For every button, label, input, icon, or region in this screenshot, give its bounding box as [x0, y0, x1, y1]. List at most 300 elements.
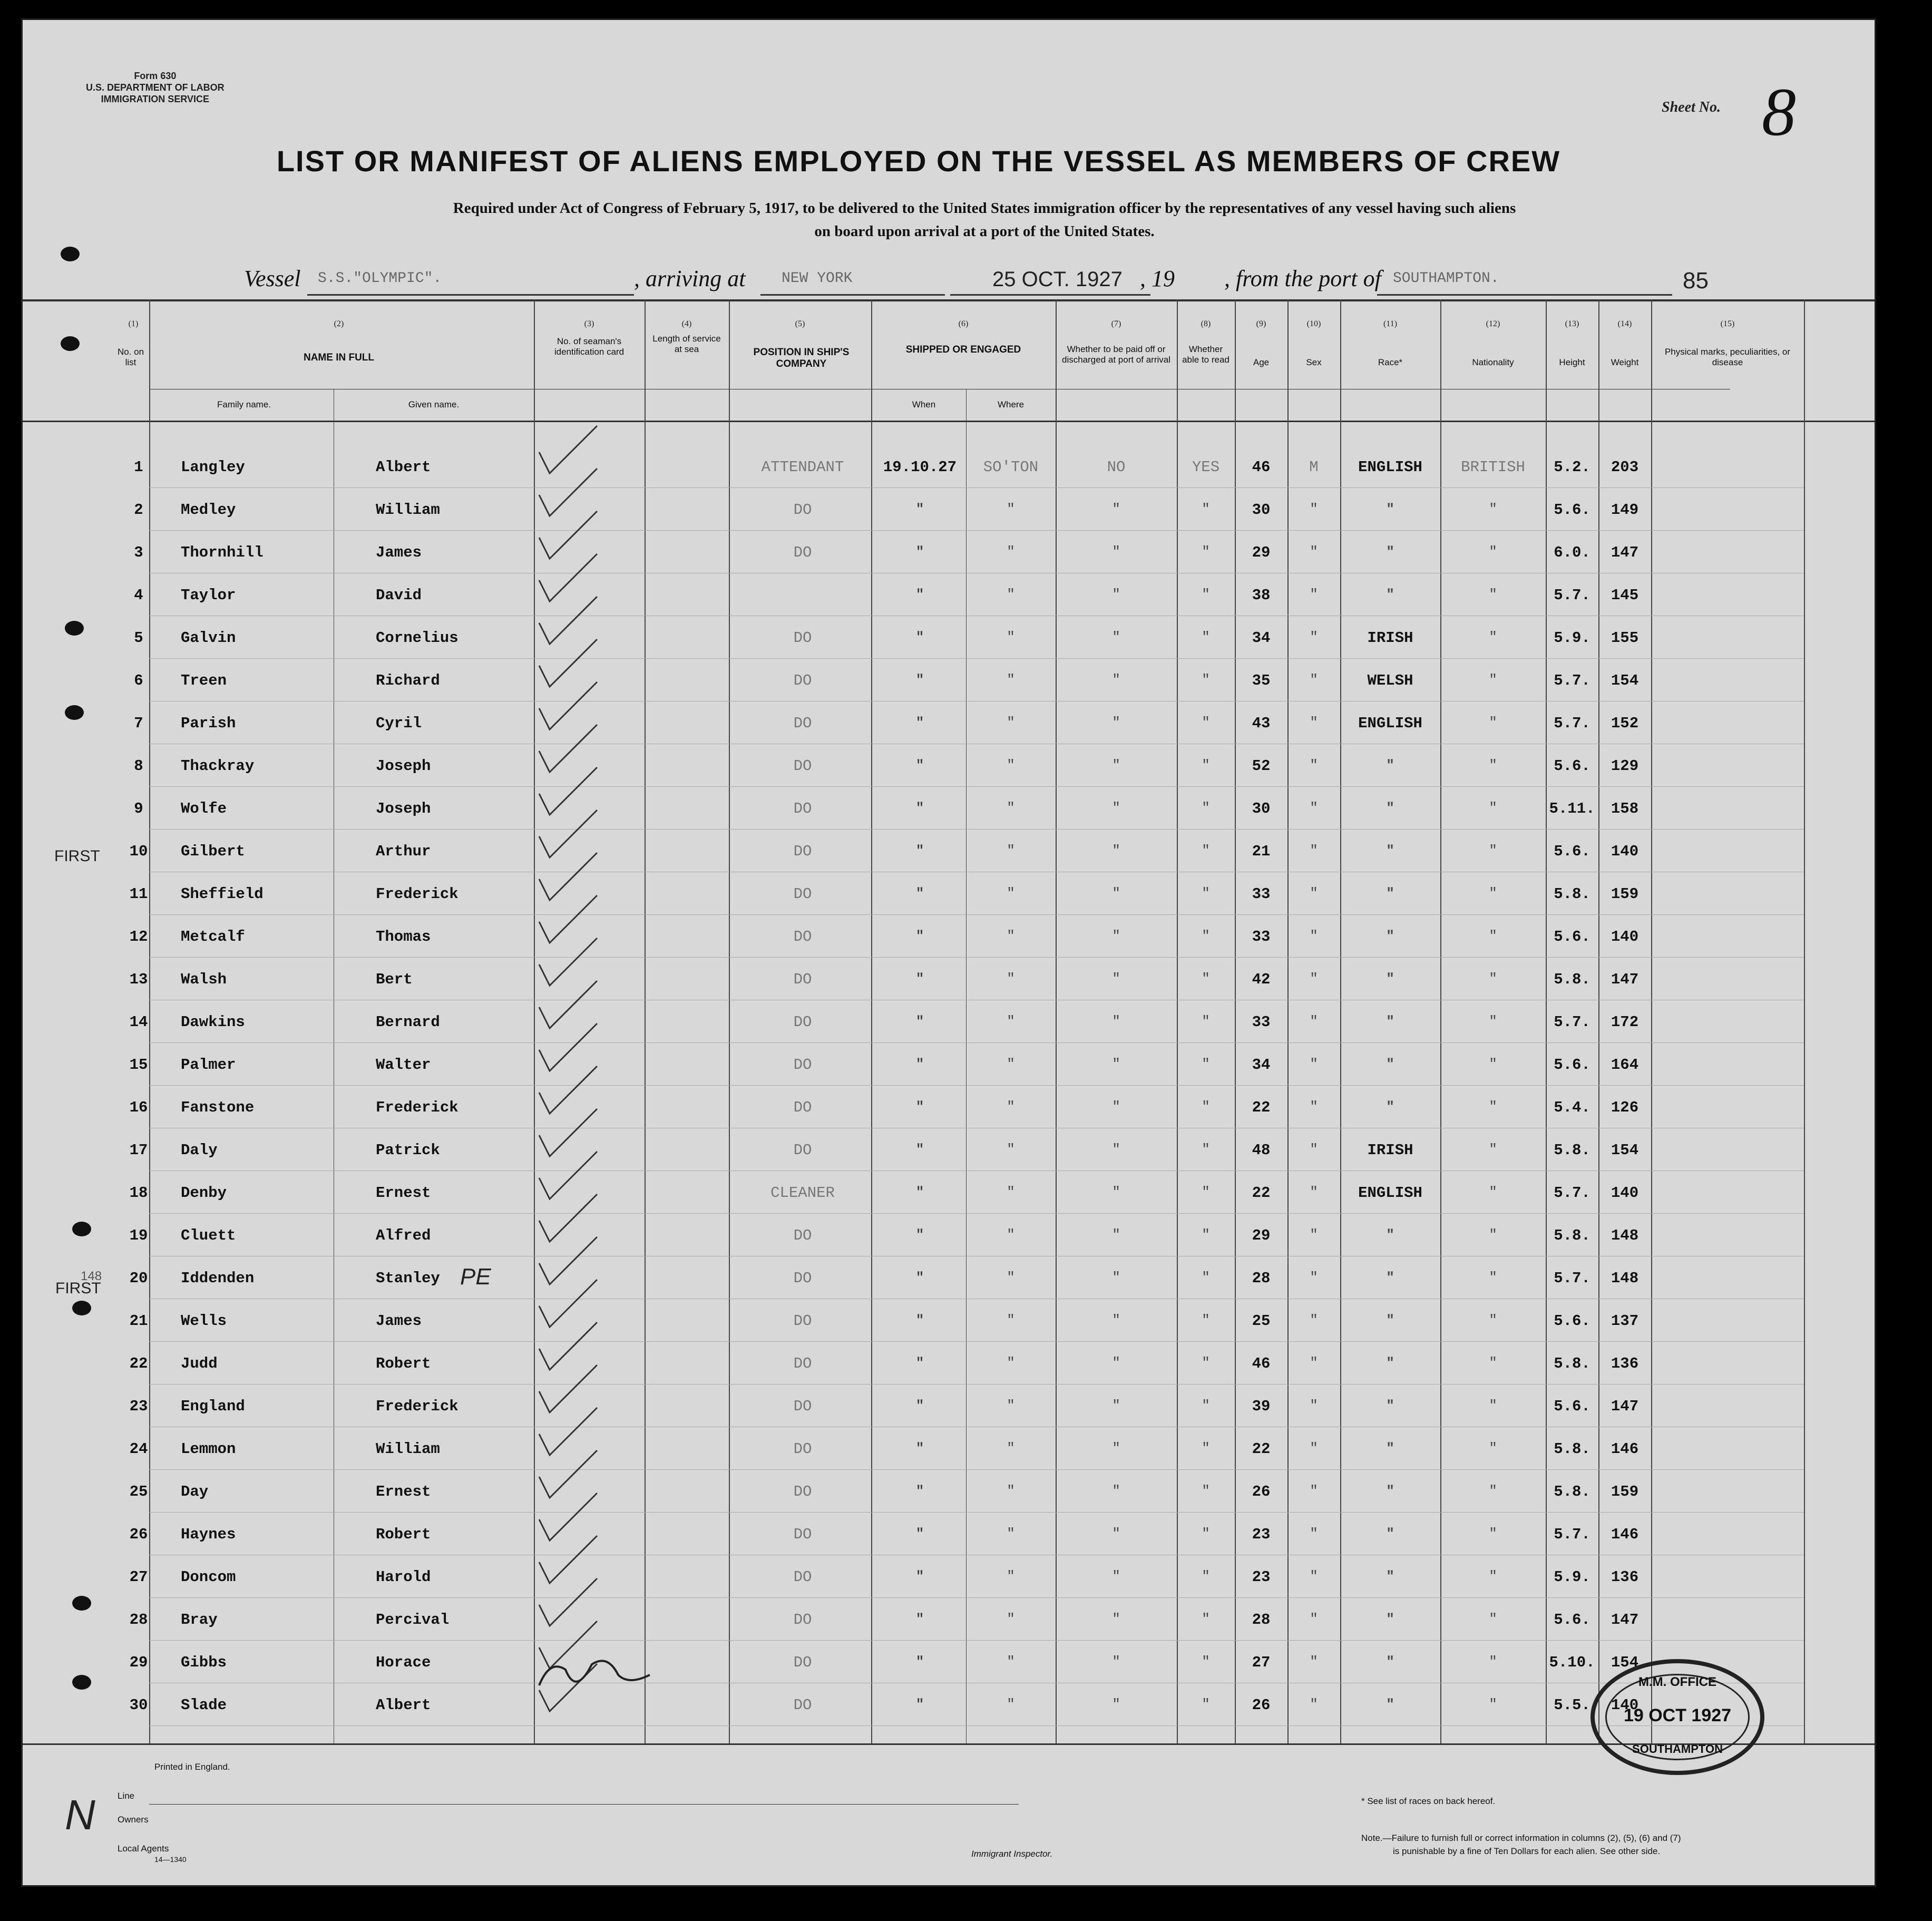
cell-read: " [1202, 544, 1210, 560]
colnum-13: (13) [1565, 319, 1579, 328]
cell-when: " [915, 1440, 924, 1456]
cell-race: IRISH [1367, 1142, 1413, 1159]
cell-given: Bernard [376, 1013, 440, 1031]
cell-sex: " [1310, 928, 1318, 944]
vessel-underline [307, 294, 634, 296]
from-port-underline [1377, 294, 1672, 296]
cell-height: 5.8. [1554, 1440, 1591, 1458]
cell-age: 28 [1252, 1611, 1271, 1629]
cell-read: " [1202, 1398, 1210, 1413]
cell-sex: " [1310, 1654, 1318, 1670]
cell-paid: " [1112, 1270, 1120, 1285]
cell-paid: " [1112, 1312, 1120, 1328]
arrival-date: 25 OCT. 1927 [992, 268, 1123, 291]
cell-paid: " [1112, 1483, 1120, 1499]
cell-family: Sheffield [181, 885, 264, 903]
row-rule [149, 1725, 1804, 1726]
cell-paid: " [1112, 544, 1120, 560]
page-count: 85 [1683, 268, 1709, 294]
margin-note-number: 148 [81, 1269, 102, 1283]
cell-given: Frederick [376, 885, 458, 903]
header-given-name: Given name. [408, 399, 460, 409]
cell-position: DO [793, 757, 812, 775]
cell-given: Patrick [376, 1142, 440, 1159]
cell-read: " [1202, 587, 1210, 602]
cell-position: DO [793, 1056, 812, 1074]
cell-weight: 126 [1611, 1099, 1639, 1116]
cell-when: " [915, 672, 924, 688]
cell-no: 5 [134, 629, 143, 647]
colnum-11: (11) [1383, 319, 1398, 328]
cell-position: DO [793, 800, 812, 817]
cell-where: " [1007, 1568, 1015, 1584]
cell-given: Frederick [376, 1398, 458, 1415]
cell-age: 52 [1252, 757, 1271, 775]
table-row [23, 788, 1875, 830]
cell-age: 30 [1252, 800, 1271, 817]
cell-paid: " [1112, 1142, 1120, 1157]
cell-nat: " [1489, 587, 1497, 602]
cell-race: " [1386, 1568, 1394, 1584]
cell-age: 38 [1252, 587, 1271, 604]
table-row [23, 660, 1875, 701]
cell-nat: " [1489, 757, 1497, 773]
cell-when: " [915, 757, 924, 773]
table-row [23, 1514, 1875, 1555]
cell-nat: " [1489, 501, 1497, 517]
cell-read: " [1202, 1312, 1210, 1328]
cell-read: " [1202, 1056, 1210, 1072]
cell-family: Metcalf [181, 928, 245, 945]
check-mark [539, 725, 597, 772]
check-mark [539, 1023, 597, 1071]
cell-sex: " [1310, 587, 1318, 602]
check-mark [539, 981, 597, 1028]
cell-paid: NO [1107, 459, 1126, 476]
cell-nat: " [1489, 1654, 1497, 1670]
cell-race: " [1386, 1483, 1394, 1499]
footer-line-rule [149, 1804, 1019, 1805]
page-title: LIST OR MANIFEST OF ALIENS EMPLOYED ON THE VESSEL AS MEMBERS OF CREW [276, 144, 1561, 178]
cell-when: 19.10.27 [883, 459, 957, 476]
cell-race: " [1386, 800, 1394, 816]
header-physical-marks: Physical marks, peculiarities, or disease [1664, 347, 1791, 367]
cell-no: 15 [129, 1056, 148, 1074]
colnum-15: (15) [1720, 319, 1735, 328]
cell-no: 27 [129, 1568, 148, 1586]
cell-race: " [1386, 843, 1394, 859]
cell-nat: " [1489, 1056, 1497, 1072]
cell-nat: " [1489, 1398, 1497, 1413]
cell-position: ATTENDANT [761, 459, 844, 476]
cell-family: Day [181, 1483, 209, 1500]
cell-position: DO [793, 1398, 812, 1415]
cell-no: 22 [129, 1355, 148, 1372]
arriving-label: , arriving at [634, 266, 746, 291]
arriving-underline [760, 294, 945, 296]
header-weight: Weight [1611, 357, 1639, 367]
table-row [23, 532, 1875, 573]
cell-position: DO [793, 629, 812, 647]
table-top-rule [23, 299, 1875, 301]
cell-family: Medley [181, 501, 236, 519]
from-port: SOUTHAMPTON. [1393, 270, 1499, 287]
date-underline [950, 294, 1150, 296]
cell-read: " [1202, 1440, 1210, 1456]
cell-read: " [1202, 1227, 1210, 1243]
cell-race: " [1386, 1099, 1394, 1115]
table-row [23, 831, 1875, 872]
cell-given: Cyril [376, 715, 422, 732]
cell-paid: " [1112, 587, 1120, 602]
cell-age: 23 [1252, 1568, 1271, 1586]
cell-given: Robert [376, 1355, 431, 1372]
cell-where: " [1007, 544, 1015, 560]
cell-sex: " [1310, 672, 1318, 688]
cell-nat: " [1489, 1312, 1497, 1328]
cell-race: " [1386, 1611, 1394, 1627]
cell-position: CLEANER [770, 1184, 835, 1202]
cell-weight: 140 [1611, 1696, 1639, 1714]
cell-sex: " [1310, 544, 1318, 560]
row-rule [149, 487, 1804, 488]
cell-age: 43 [1252, 715, 1271, 732]
check-mark [539, 810, 597, 857]
cell-paid: " [1112, 928, 1120, 944]
header-family-name: Family name. [217, 399, 271, 409]
cell-sex: " [1310, 800, 1318, 816]
cell-given: William [376, 501, 440, 519]
cell-read: " [1202, 1270, 1210, 1285]
cell-height: 5.8. [1554, 1355, 1591, 1372]
cell-position: DO [793, 1440, 812, 1458]
cell-when: " [915, 501, 924, 517]
cell-weight: 158 [1611, 800, 1639, 817]
sheet-edge [1875, 20, 1876, 1885]
cell-paid: " [1112, 885, 1120, 901]
cell-read: " [1202, 843, 1210, 859]
cell-family: Thackray [181, 757, 255, 775]
cell-position: DO [793, 1483, 812, 1500]
cell-paid: " [1112, 1398, 1120, 1413]
cell-height: 5.7. [1554, 1013, 1591, 1031]
check-mark [539, 1578, 597, 1626]
cell-race: " [1386, 1526, 1394, 1542]
colnum-8: (8) [1201, 319, 1211, 328]
table-row [23, 575, 1875, 616]
cell-weight: 154 [1611, 1142, 1639, 1159]
cell-read: " [1202, 800, 1210, 816]
cell-nat: " [1489, 1227, 1497, 1243]
cell-given: Frederick [376, 1099, 458, 1116]
table-row [23, 1087, 1875, 1128]
cell-no: 17 [129, 1142, 148, 1159]
cell-where: " [1007, 1184, 1015, 1200]
cell-where: " [1007, 1355, 1015, 1371]
cell-read: YES [1192, 459, 1220, 476]
cell-sex: " [1310, 715, 1318, 730]
cell-sex: " [1310, 757, 1318, 773]
cell-nat: " [1489, 629, 1497, 645]
cell-when: " [915, 1526, 924, 1542]
cell-family: Galvin [181, 629, 236, 647]
cell-nat: " [1489, 1568, 1497, 1584]
cell-where: " [1007, 928, 1015, 944]
table-row [23, 490, 1875, 531]
cell-height: 5.6. [1554, 843, 1591, 860]
table-header-rule [23, 421, 1875, 422]
cell-weight: 159 [1611, 885, 1639, 903]
cell-where: " [1007, 1099, 1015, 1115]
cell-when: " [915, 971, 924, 987]
cell-no: 1 [134, 459, 143, 476]
cell-race: " [1386, 971, 1394, 987]
cell-read: " [1202, 885, 1210, 901]
cell-weight: 146 [1611, 1526, 1639, 1543]
cell-family: Denby [181, 1184, 227, 1202]
row-rule [149, 530, 1804, 531]
cell-when: " [915, 1142, 924, 1157]
header-nationality: Nationality [1472, 357, 1514, 367]
form-number: Form 630 [134, 71, 177, 81]
cell-read: " [1202, 672, 1210, 688]
cell-weight: 154 [1611, 672, 1639, 689]
cell-no: 20 [129, 1270, 148, 1287]
cell-age: 34 [1252, 1056, 1271, 1074]
handwritten-mark: N [65, 1791, 95, 1838]
header-position: POSITION IN SHIP'S COMPANY [753, 347, 850, 369]
cell-no: 29 [129, 1654, 148, 1671]
cell-where: " [1007, 587, 1015, 602]
cell-when: " [915, 1483, 924, 1499]
table-row [23, 1045, 1875, 1086]
cell-weight: 140 [1611, 843, 1639, 860]
header-shipped: SHIPPED OR ENGAGED [905, 344, 1021, 355]
cell-read: " [1202, 971, 1210, 987]
cell-family: Iddenden [181, 1270, 255, 1287]
cell-weight: 147 [1611, 971, 1639, 988]
cell-read: " [1202, 1696, 1210, 1712]
cell-age: 33 [1252, 885, 1271, 903]
arriving-port: NEW YORK [782, 270, 853, 287]
cell-no: 25 [129, 1483, 148, 1500]
cell-family: Doncom [181, 1568, 236, 1586]
cell-sex: " [1310, 1184, 1318, 1200]
cell-where: " [1007, 1142, 1015, 1157]
cell-position: DO [793, 1355, 812, 1372]
cell-race: " [1386, 1013, 1394, 1029]
cell-given: Percival [376, 1611, 450, 1629]
table-row [23, 1557, 1875, 1598]
colnum-9: (9) [1256, 319, 1266, 328]
table-row [23, 618, 1875, 659]
cell-race: " [1386, 544, 1394, 560]
check-mark [539, 1194, 597, 1242]
cell-weight: 159 [1611, 1483, 1639, 1500]
cell-height: 5.10. [1549, 1654, 1595, 1671]
cell-height: 5.11. [1549, 800, 1595, 817]
sheet-number: 8 [1762, 74, 1796, 150]
cell-when: " [915, 1099, 924, 1115]
cell-height: 5.8. [1554, 885, 1591, 903]
cell-position: DO [793, 1526, 812, 1543]
cell-nat: " [1489, 544, 1497, 560]
cell-where: SO'TON [983, 459, 1039, 476]
table-row [23, 447, 1875, 488]
cell-age: 26 [1252, 1483, 1271, 1500]
cell-given: William [376, 1440, 440, 1458]
service-name: IMMIGRATION SERVICE [101, 94, 210, 104]
cell-nat: BRITISH [1461, 459, 1525, 476]
check-mark [539, 639, 597, 687]
cell-family: Wolfe [181, 800, 227, 817]
cell-race: ENGLISH [1358, 1184, 1422, 1202]
cell-no: 8 [134, 757, 143, 775]
cell-read: " [1202, 1099, 1210, 1115]
cell-age: 33 [1252, 1013, 1271, 1031]
row-rule [149, 1597, 1804, 1598]
check-mark [539, 682, 597, 729]
cell-weight: 147 [1611, 1398, 1639, 1415]
cell-sex: " [1310, 1696, 1318, 1712]
cell-height: 5.2. [1554, 459, 1591, 476]
cell-sex: " [1310, 1142, 1318, 1157]
cell-weight: 147 [1611, 544, 1639, 561]
cell-race: " [1386, 1654, 1394, 1670]
cell-no: 11 [129, 885, 148, 903]
sheet-number-label: Sheet No. [1662, 99, 1721, 115]
cell-height: 5.7. [1554, 1526, 1591, 1543]
cell-when: " [915, 629, 924, 645]
cell-no: 24 [129, 1440, 148, 1458]
cell-nat: " [1489, 971, 1497, 987]
cell-race: " [1386, 928, 1394, 944]
check-mark [539, 1365, 597, 1412]
table-row [23, 1600, 1875, 1641]
cell-given: Thomas [376, 928, 431, 945]
check-mark [539, 1493, 597, 1540]
colnum-10: (10) [1306, 319, 1321, 328]
cell-weight: 140 [1611, 928, 1639, 945]
cell-where: " [1007, 1696, 1015, 1712]
cell-when: " [915, 1227, 924, 1243]
cell-given: David [376, 587, 422, 604]
cell-sex: " [1310, 629, 1318, 645]
cell-read: " [1202, 715, 1210, 730]
cell-no: 18 [129, 1184, 148, 1202]
cell-age: 48 [1252, 1142, 1271, 1159]
races-note: * See list of races on back hereof. [1361, 1796, 1496, 1806]
cell-no: 3 [134, 544, 143, 561]
cell-race: ENGLISH [1358, 715, 1422, 732]
header-sex: Sex [1306, 357, 1322, 367]
check-mark [539, 1621, 597, 1669]
cell-weight: 155 [1611, 629, 1639, 647]
cell-no: 28 [129, 1611, 148, 1629]
cell-age: 22 [1252, 1184, 1271, 1202]
cell-nat: " [1489, 1099, 1497, 1115]
cell-sex: " [1310, 885, 1318, 901]
manifest-sheet [21, 18, 1876, 1887]
cell-race: " [1386, 1398, 1394, 1413]
cell-when: " [915, 1013, 924, 1029]
header-age: Age [1253, 357, 1270, 367]
cell-race: " [1386, 1270, 1394, 1285]
cell-when: " [915, 1398, 924, 1413]
stamp-date: 19 OCT 1927 [1623, 1705, 1732, 1725]
cell-height: 5.6. [1554, 501, 1591, 519]
cell-nat: " [1489, 1013, 1497, 1029]
cell-when: " [915, 1654, 924, 1670]
cell-where: " [1007, 629, 1015, 645]
check-mark [539, 554, 597, 601]
cell-family: Cluett [181, 1227, 236, 1244]
cell-no: 21 [129, 1312, 148, 1330]
cell-paid: " [1112, 757, 1120, 773]
cell-paid: " [1112, 715, 1120, 730]
cell-given: Robert [376, 1526, 431, 1543]
cell-height: 5.8. [1554, 1227, 1591, 1244]
cell-nat: " [1489, 1440, 1497, 1456]
identification-checkmarks [529, 399, 676, 1717]
cell-nat: " [1489, 843, 1497, 859]
cell-family: Lemmon [181, 1440, 236, 1458]
cell-no: 30 [129, 1696, 148, 1714]
check-mark [539, 1536, 597, 1583]
cell-weight: 172 [1611, 1013, 1639, 1031]
cell-no: 9 [134, 800, 143, 817]
cell-race: " [1386, 1440, 1394, 1456]
cell-given: Joseph [376, 757, 431, 775]
table-row [23, 746, 1875, 787]
check-mark [539, 426, 597, 473]
cell-age: 42 [1252, 971, 1271, 988]
cell-given: Ernest [376, 1184, 431, 1202]
margin-note-first: FIRST [55, 1280, 101, 1297]
cell-sex: " [1310, 971, 1318, 987]
cell-family: England [181, 1398, 245, 1415]
cell-family: Walsh [181, 971, 227, 988]
cell-when: " [915, 1184, 924, 1200]
cell-paid: " [1112, 1568, 1120, 1584]
cell-nat: " [1489, 672, 1497, 688]
cell-race: " [1386, 1056, 1394, 1072]
cell-given: Bert [376, 971, 413, 988]
colnum-7: (7) [1111, 319, 1121, 328]
cell-position: DO [793, 1270, 812, 1287]
cell-weight: 136 [1611, 1568, 1639, 1586]
cell-paid: " [1112, 672, 1120, 688]
cell-height: 5.9. [1554, 1568, 1591, 1586]
cell-paid: " [1112, 1355, 1120, 1371]
cell-race: " [1386, 1312, 1394, 1328]
cell-weight: 148 [1611, 1270, 1639, 1287]
cell-where: " [1007, 757, 1015, 773]
cell-weight: 149 [1611, 501, 1639, 519]
cell-where: " [1007, 1654, 1015, 1670]
cell-no: 23 [129, 1398, 148, 1415]
cell-family: Bray [181, 1611, 218, 1629]
footer-line-label: Line [118, 1791, 135, 1801]
cell-family: Taylor [181, 587, 236, 604]
cell-age: 35 [1252, 672, 1271, 689]
cell-where: " [1007, 1526, 1015, 1542]
cell-nat: " [1489, 1483, 1497, 1499]
cell-family: Wells [181, 1312, 227, 1330]
cell-race: WELSH [1367, 672, 1413, 689]
row-rule [149, 914, 1804, 915]
cell-where: " [1007, 1611, 1015, 1627]
